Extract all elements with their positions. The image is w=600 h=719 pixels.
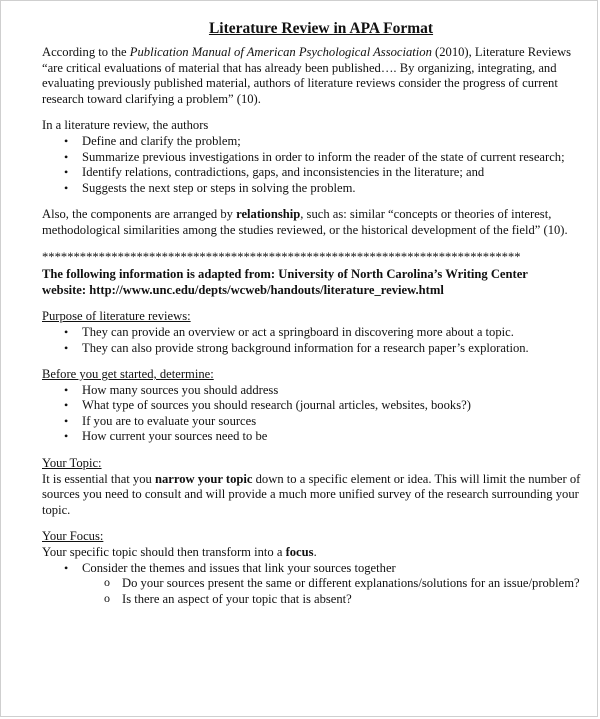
- list-item: • What type of sources you should research (journal articles, websites, books?): [42, 398, 582, 414]
- list-item: • Summarize previous investigations in order to inform the reader of the state of current research;: [42, 150, 582, 166]
- components-text-cont: , such as: similar “concepts or theories of interest, methodological similarities among the studies reviewed, or the historical development of the field” (10).: [42, 207, 568, 237]
- before-section: [42, 367, 582, 445]
- topic-section: [42, 456, 582, 518]
- focus-list: [42, 561, 582, 608]
- purpose-list: [42, 325, 582, 356]
- source-line: The following information is adapted from: University of North Carolina’s Writing Center: [42, 267, 528, 282]
- topic-paragraph: [42, 472, 582, 519]
- list-item: • Suggests the next step or steps in solving the problem.: [42, 181, 582, 197]
- list-item: • Define and clarify the problem;: [42, 134, 582, 150]
- focus-text: Your specific topic should then transform into a: [42, 545, 286, 560]
- topic-text: It is essential that you: [42, 471, 155, 486]
- authors-list: [42, 134, 582, 196]
- focus-bold: focus: [285, 545, 314, 560]
- list-item: • If you are to evaluate your sources: [42, 414, 582, 430]
- components-text: Also, the components are arranged by: [42, 207, 237, 222]
- section-heading: Your Focus:: [42, 529, 104, 544]
- before-list: [42, 383, 582, 445]
- list-item: • They can provide an overview or act a springboard in discovering more about a topic.: [42, 325, 582, 341]
- authors-lead: In a literature review, the authors: [42, 118, 209, 133]
- publication-title: Publication Manual of American Psychological Association: [129, 45, 432, 59]
- intro-text-cont: (2010), Literature Reviews “are critical evaluations of material that has already been published…. By organizing, integrating, and evaluating previously published material, authors of literature reviews consider the progress of current research toward clarifying a problem” (10).: [42, 45, 572, 106]
- intro-paragraph: [42, 45, 582, 107]
- focus-section: [42, 529, 582, 607]
- focus-paragraph: [42, 545, 582, 561]
- source-website: website: http://www.unc.edu/depts/wcweb/handouts/literature_review.html: [42, 282, 444, 297]
- focus-sublist: [82, 576, 582, 607]
- source-note: [42, 267, 582, 298]
- list-item: • How current your sources need to be: [42, 429, 582, 445]
- topic-bold: narrow your topic: [154, 471, 253, 486]
- section-heading: Purpose of literature reviews:: [42, 309, 191, 324]
- components-bold: relationship: [236, 207, 301, 222]
- list-item-text: Consider the themes and issues that link your sources together: [82, 560, 396, 575]
- focus-text-cont: .: [313, 545, 317, 560]
- components-paragraph: [42, 207, 582, 238]
- document-content: [42, 19, 582, 607]
- list-item: • They can also provide strong background information for a research paper’s exploration.: [42, 341, 582, 357]
- separator: ****************************************************************************: [42, 249, 521, 264]
- page-title: Literature Review in APA Format: [208, 20, 434, 37]
- sub-list-item: o Do your sources present the same or different explanations/solutions for an issue/problem?: [42, 576, 582, 592]
- intro-text: According to the: [42, 45, 130, 59]
- list-item: • How many sources you should address: [42, 383, 582, 399]
- list-item: • Identify relations, contradictions, gaps, and inconsistencies in the literature; and: [42, 165, 582, 181]
- authors-section: [42, 118, 582, 196]
- section-heading: Your Topic:: [42, 456, 102, 471]
- list-item: [42, 561, 582, 608]
- purpose-section: [42, 309, 582, 356]
- section-heading: Before you get started, determine:: [42, 367, 214, 382]
- topic-text-cont: down to a specific element or idea. This will limit the number of sources you need to consult and will provide a much more unified survey of the research surrounding your topic.: [42, 471, 581, 517]
- sub-list-item: o Is there an aspect of your topic that is absent?: [42, 592, 582, 608]
